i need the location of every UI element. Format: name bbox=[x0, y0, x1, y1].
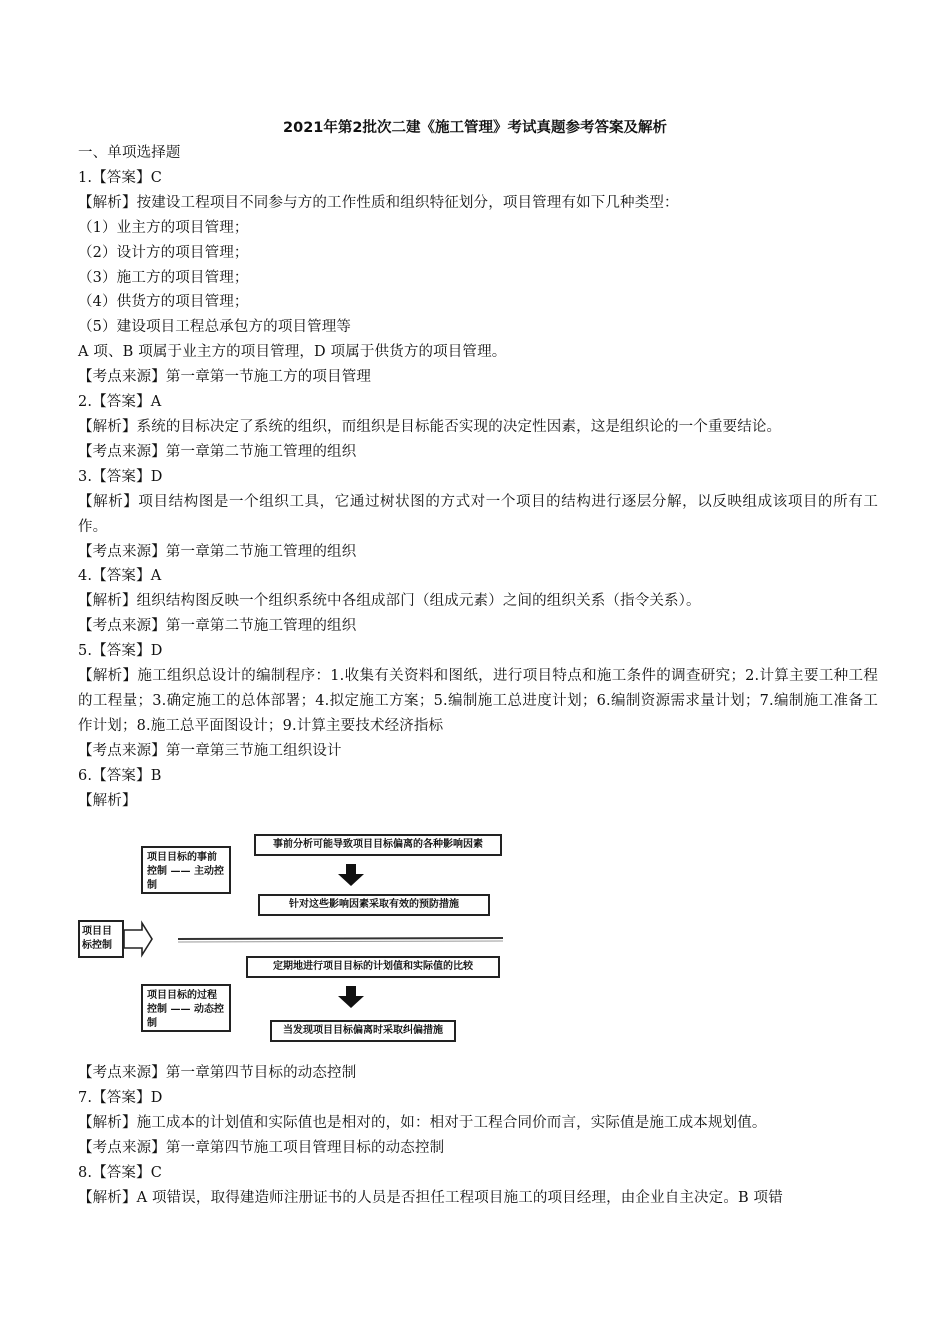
answer-line: 1.【答案】C bbox=[78, 169, 162, 186]
analysis-line: 【解析】 bbox=[78, 792, 137, 809]
step-analyze-factors: 事前分析可能导致项目目标偏离的各种影响因素 bbox=[254, 834, 502, 856]
main-arrow-icon bbox=[124, 923, 152, 955]
analysis-paragraph: 【解析】施工组织总设计的编制程序：1.收集有关资料和图纸，进行项目特点和施工条件的调查研究；2.计算主要工种工程的工程量；3.确定施工的总体部署；4.拟定施工方案；5.编制施工总进度计划；6.编制资源需求量计划；7.编制施工准备工作计划；8.施工总平面图设计；9.计算主要技术经济指标 bbox=[78, 668, 878, 734]
source-line: 【考点来源】第一章第四节施工项目管理目标的动态控制 bbox=[78, 1139, 445, 1156]
answer-line: 4.【答案】A bbox=[78, 568, 162, 585]
section-heading: 一、单项选择题 bbox=[78, 145, 181, 161]
source-line: 【考点来源】第一章第四节目标的动态控制 bbox=[78, 1065, 357, 1081]
answer-line: 5.【答案】D bbox=[78, 643, 163, 660]
source-line: 【考点来源】第一章第二节施工管理的组织 bbox=[78, 443, 357, 460]
list-item: （1）业主方的项目管理； bbox=[78, 219, 249, 236]
analysis-line: 【解析】施工成本的计划值和实际值也是相对的，如：相对于工程合同价而言，实际值是施工成本规划值。 bbox=[78, 1114, 767, 1131]
analysis-line: 【解析】系统的目标决定了系统的组织，而组织是目标能否实现的决定性因素，这是组织论的一个重要结论。 bbox=[78, 418, 782, 435]
answer-line: 2.【答案】A bbox=[78, 394, 162, 411]
source-line: 【考点来源】第一章第三节施工组织设计 bbox=[78, 742, 342, 759]
answers-section-1 bbox=[78, 141, 878, 813]
source-line: 【考点来源】第一章第一节施工方的项目管理 bbox=[78, 369, 371, 386]
document-title: 2021年第2批次二建《施工管理》考试真题参考答案及解析 bbox=[283, 120, 667, 136]
answer-line: 7.【答案】D bbox=[78, 1089, 163, 1106]
analysis-line: 【解析】A 项错误，取得建造师注册证书的人员是否担任工程项目施工的项目经理，由企业自主决定。B 项错 bbox=[78, 1189, 783, 1206]
source-line: 【考点来源】第一章第二节施工管理的组织 bbox=[78, 618, 357, 635]
analysis-line: 【解析】按建设工程项目不同参与方的工作性质和组织特征划分，项目管理有如下几种类型： bbox=[78, 194, 679, 211]
list-item: （5）建设项目工程总承包方的项目管理等 bbox=[78, 319, 352, 336]
analysis-line: A 项、B 项属于业主方的项目管理，D 项属于供货方的项目管理。 bbox=[78, 344, 507, 361]
list-item: （3）施工方的项目管理； bbox=[78, 269, 249, 286]
down-arrow-icon bbox=[338, 986, 364, 1008]
step-corrective-measures: 当发现项目目标偏离时采取纠偏措施 bbox=[270, 1020, 456, 1042]
divider-line-shadow bbox=[178, 941, 503, 942]
answer-line: 6.【答案】B bbox=[78, 767, 162, 784]
project-control-box: 项目目标控制 bbox=[78, 920, 124, 958]
list-item: （4）供货方的项目管理； bbox=[78, 294, 249, 311]
step-compare-values: 定期地进行项目目标的计划值和实际值的比较 bbox=[246, 956, 500, 978]
answer-line: 3.【答案】D bbox=[78, 468, 163, 485]
list-item: （2）设计方的项目管理； bbox=[78, 244, 249, 261]
answer-line: 8.【答案】C bbox=[78, 1164, 162, 1181]
analysis-line: 【解析】组织结构图反映一个组织系统中各组成部门（组成元素）之间的组织关系（指令关系）。 bbox=[78, 593, 701, 610]
dynamic-control-diagram bbox=[78, 826, 508, 1048]
divider-line bbox=[178, 938, 503, 939]
step-preventive-measures: 针对这些影响因素采取有效的预防措施 bbox=[258, 894, 490, 916]
process-control-box: 项目目标的过程控制 —— 动态控制 bbox=[141, 984, 231, 1032]
pre-control-box: 项目目标的事前控制 —— 主动控制 bbox=[141, 846, 231, 894]
source-line: 【考点来源】第一章第二节施工管理的组织 bbox=[78, 543, 357, 560]
answers-section-2 bbox=[78, 1061, 878, 1210]
down-arrow-icon bbox=[338, 864, 364, 886]
analysis-paragraph: 【解析】项目结构图是一个组织工具，它通过树状图的方式对一个项目的结构进行逐层分解，以反映组成该项目的所有工作。 bbox=[78, 493, 878, 535]
